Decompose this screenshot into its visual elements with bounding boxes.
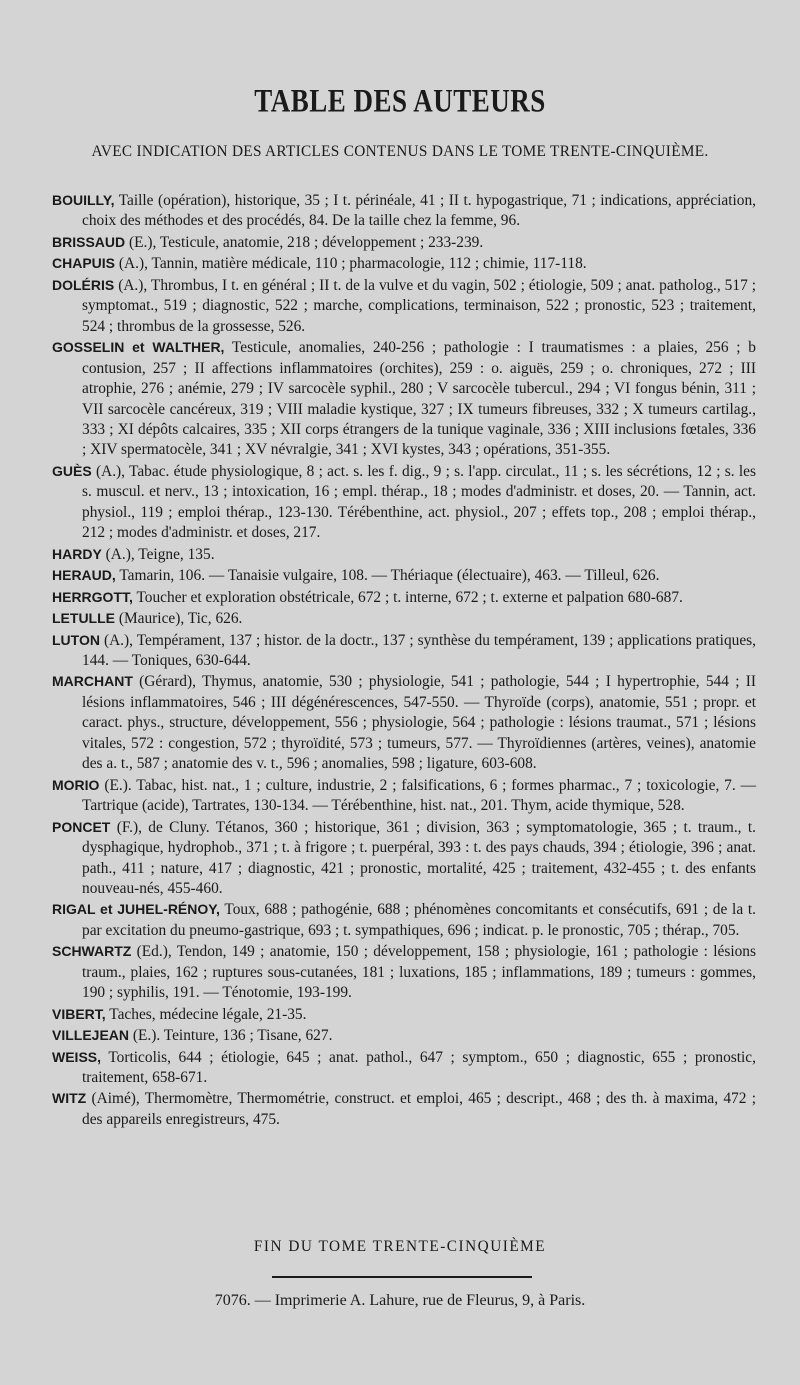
- author-index-list: [52, 190, 756, 1130]
- index-entry: [52, 775, 756, 817]
- index-entry: [52, 1025, 756, 1046]
- entry-text: Taches, médecine légale, 21-35.: [105, 1005, 307, 1023]
- entry-author: LETULLE: [52, 610, 115, 627]
- index-entry: [52, 941, 756, 1003]
- entry-author: GUÈS: [52, 462, 92, 479]
- index-entry: [52, 608, 756, 629]
- index-entry: [52, 587, 756, 608]
- printer-imprint: 7076. — Imprimerie A. Lahure, rue de Fleurus, 9, à Paris.: [214, 1292, 586, 1309]
- entry-text: (F.), de Cluny. Tétanos, 360 ; historique, 361 ; division, 363 ; symptomatologie, 365 ; t. traum., t. dysphagique, hydrophob., 371 ; t. à frigore ; t. puerpéral, 393 : t. des pays chauds, 394 ; étiologie, 396 ; anat. path., 411 ; nature, 417 ; diagnostic, 421 ; pronostic, mortalité, 425 ; traitement, 432-455 ; t. des enfants nouveau-nés, 455-460.: [82, 818, 756, 897]
- entry-text: Testicule, anomalies, 240-256 ; pathologie : I traumatismes : a plaies, 256 ; b contusion, 257 ; II affections inflammatoires (orchites), 259 : o. aiguës, 259 ; o. chroniques, 272 ; III atrophie, 276 ; anémie, 279 ; IV sarcocèle syphil., 280 ; V sarcocèle tubercul., 294 ; VI fongus bénin, 311 ; VII sarcocèle cancéreux, 319 ; VIII maladie kystique, 327 ; IX tumeurs fibreuses, 332 ; X tumeurs cartilag., 333 ; XI dépôts calcaires, 335 ; XII corps étrangers de la tunique vaginale, 336 ; XIII inclusions fœtales, 336 ; XIV spermatocèle, 341 ; XV névralgie, 341 ; XVI kystes, 343 ; opérations, 351-355.: [82, 339, 757, 459]
- entry-author: BOUILLY,: [52, 192, 115, 208]
- index-entry: [52, 253, 756, 274]
- entry-author: RIGAL et JUHEL-RÉNOY,: [52, 901, 220, 918]
- entry-author: HERRGOTT,: [52, 588, 133, 605]
- entry-text: (Ed.), Tendon, 149 ; anatomie, 150 ; développement, 158 ; physiologie, 161 ; pathologie : lésions traum., plaies, 162 ; ruptures sous-cutanées, 181 ; luxations, 185 ; inflammations, 189 ; tumeurs : gommes, 190 ; syphilis, 191. — Ténotomie, 193-199.: [82, 943, 756, 1002]
- entry-text: (Aimé), Thermomètre, Thermométrie, construct. et emploi, 465 ; descript., 468 ; des th. à maxima, 472 ; des appareils enregistreurs, 475.: [82, 1090, 756, 1128]
- entry-text: Toux, 688 ; pathogénie, 688 ; phénomènes concomitants et consécutifs, 691 ; de la t. par excitation du pneumo-gastrique, 693 ; t. sympathiques, 696 ; indicat. p. le pronostic, 705 ; thérap., 705.: [82, 901, 756, 939]
- index-entry: [52, 899, 756, 941]
- end-of-volume-note: FIN DU TOME TRENTE-CINQUIÈME: [253, 1238, 547, 1255]
- entry-text: Torticolis, 644 ; étiologie, 645 ; anat. pathol., 647 ; symptom., 650 ; diagnostic, 655 ; pronostic, traitement, 658-671.: [82, 1048, 756, 1087]
- entry-text: (A.), Teigne, 135.: [101, 545, 215, 563]
- entry-author: HERAUD,: [52, 567, 116, 584]
- entry-text: (E.). Tabac, hist. nat., 1 ; culture, industrie, 2 ; falsifications, 6 ; formes pharmac., 7 ; toxicologie, 7. — Tartrique (acide), Tartrates, 130-134. — Térébenthine, hist. nat., 201. Thym, acide thymique, 528.: [82, 776, 756, 815]
- entry-text: (E.). Teinture, 136 ; Tisane, 627.: [129, 1027, 333, 1045]
- index-entry: [52, 275, 756, 337]
- entry-author: SCHWARTZ: [52, 943, 132, 960]
- entry-text: Toucher et exploration obstétricale, 672 ; t. interne, 672 ; t. externe et palpation 680-687.: [132, 588, 683, 606]
- page-subtitle: AVEC INDICATION DES ARTICLES CONTENUS DANS LE TOME TRENTE-CINQUIÈME.: [91, 143, 709, 160]
- entry-author: WITZ: [52, 1090, 87, 1107]
- entry-author: BRISSAUD: [52, 233, 126, 250]
- index-entry: [52, 1088, 756, 1130]
- index-entry: [52, 337, 756, 461]
- entry-author: DOLÉRIS: [52, 276, 115, 293]
- index-entry: [52, 190, 756, 232]
- entry-text: (A.), Tempérament, 137 ; histor. de la doctr., 137 ; synthèse du tempérament, 139 ; applications pratiques, 144. — Toniques, 630-644.: [82, 631, 756, 669]
- index-entry: [52, 565, 756, 586]
- entry-author: MARCHANT: [52, 673, 133, 690]
- entry-text: (A.), Tabac. étude physiologique, 8 ; act. s. les f. dig., 9 ; s. l'app. circulat., 11 ; s. les sécrétions, 12 ; s. les s. muscul. et nerv., 13 ; intoxication, 16 ; empl. thérap., 18 ; modes d'administr. et doses, 20. — Tannin, act. physiol., 119 ; emploi thérap., 123-130. Térébenthine, act. physiol., 207 ; effets top., 208 ; emploi thérap., 212 ; modes d'administr. et doses, 217.: [82, 462, 756, 542]
- index-entry: [52, 671, 756, 774]
- entry-author: LUTON: [52, 631, 100, 648]
- entry-text: (Maurice), Tic, 626.: [115, 610, 243, 628]
- entry-text: (Gérard), Thymus, anatomie, 530 ; physiologie, 541 ; pathologie, 544 ; I hypertrophie, 544 ; II lésions inflammatoires, 546 ; III dégénérescences, 547-550. — Thyroïde (corps), anatomie, 551 ; propr. et caract. phys., structure, développement, 556 ; physiologie, 564 ; pathologie : lésions traumat., 571 ; lésions vitales, 572 : congestion, 572 ; thyroïdité, 573 ; tumeurs, 577. — Thyroïdiennes (artères, veines), anatomie des a. t., 587 ; anatomie des v. t., 596 ; anomalies, 598 ; ligature, 603-608.: [82, 673, 756, 773]
- index-entry: [52, 544, 756, 565]
- divider-rule: [272, 1276, 532, 1278]
- index-entry: [52, 817, 756, 900]
- entry-author: VIBERT,: [52, 1005, 106, 1022]
- entry-text: Tamarin, 106. — Tanaisie vulgaire, 108. — Thériaque (électuaire), 463. — Tilleul, 626.: [115, 567, 660, 585]
- entry-text: Taille (opération), historique, 35 ; I t. périnéale, 41 ; II t. hypogastrique, 71 ; indications, appréciation, choix des méthodes et des procédés, 84. De la taille chez la femme, 96.: [82, 192, 756, 230]
- entry-text: (E.), Testicule, anatomie, 218 ; développement ; 233-239.: [125, 233, 484, 251]
- entry-author: GOSSELIN et WALTHER,: [52, 339, 225, 356]
- index-entry: [52, 232, 756, 253]
- entry-author: MORIO: [52, 776, 100, 793]
- index-entry: [52, 630, 756, 672]
- index-entry: [52, 1047, 756, 1089]
- index-entry: [52, 1004, 756, 1025]
- entry-author: VILLEJEAN: [52, 1027, 130, 1044]
- entry-text: (A.), Tannin, matière médicale, 110 ; pharmacologie, 112 ; chimie, 117-118.: [115, 255, 587, 273]
- entry-author: CHAPUIS: [52, 255, 116, 272]
- entry-author: HARDY: [52, 545, 102, 562]
- entry-text: (A.), Thrombus, I t. en général ; II t. de la vulve et du vagin, 502 ; étiologie, 509 ; anat. patholog., 517 ; symptomat., 519 ; diagnostic, 522 ; marche, complications, terminaison, 522 ; pronostic, 523 ; traitement, 524 ; thrombus de la grossesse, 526.: [82, 276, 756, 335]
- page-title: TABLE DES AUTEURS: [254, 82, 546, 119]
- index-entry: [52, 461, 756, 544]
- entry-author: WEISS,: [52, 1048, 102, 1065]
- entry-author: PONCET: [52, 818, 111, 835]
